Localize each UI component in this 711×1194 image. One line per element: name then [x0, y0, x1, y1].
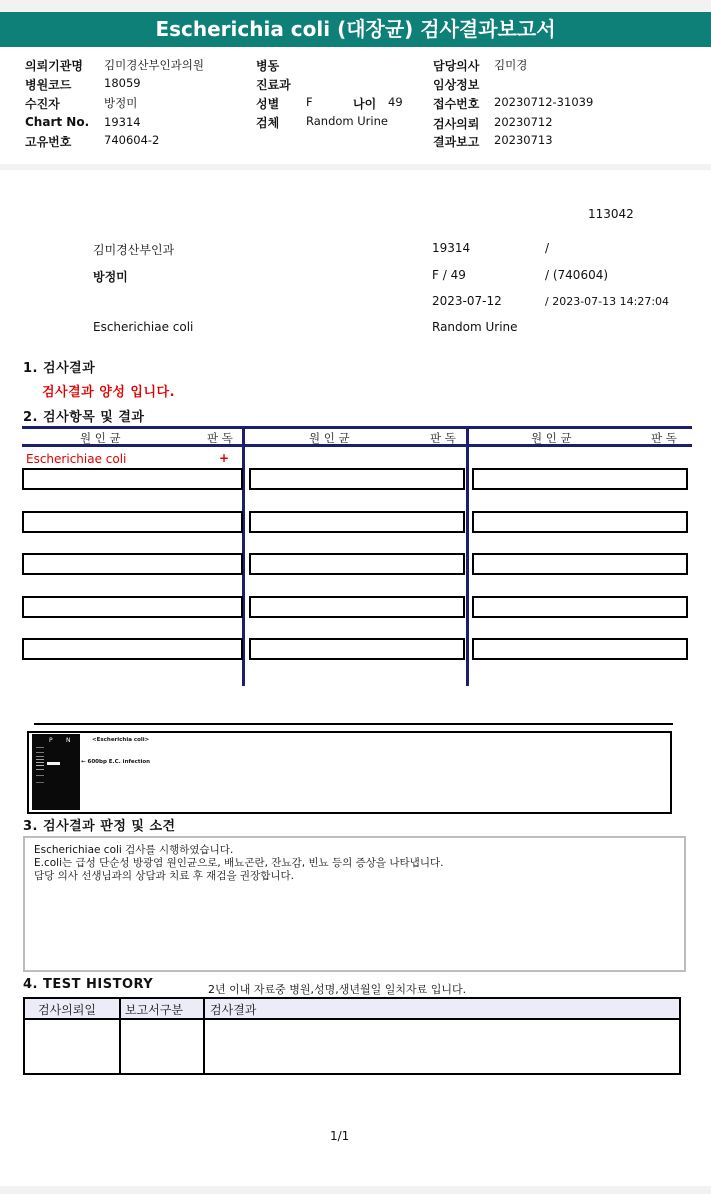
- label-accession-number: 접수번호: [433, 97, 480, 111]
- value-age: 49: [388, 95, 403, 109]
- col-organism-header-3: 원 인 균: [531, 431, 572, 445]
- grid-top-rule: [22, 426, 692, 429]
- sheet-test-name: Escherichiae coli: [93, 320, 194, 334]
- sheet-code: 113042: [588, 207, 634, 221]
- result-box: [472, 596, 688, 618]
- col-organism-header-2: 원 인 균: [309, 431, 350, 445]
- result-box: [472, 511, 688, 533]
- positive-result-text: 검사결과 양성 입니다.: [42, 385, 176, 400]
- result-box: [472, 638, 688, 660]
- finding-line: 담당 의사 선생님과의 상담과 치료 후 재검을 권장합니다.: [34, 870, 294, 882]
- label-request-date: 검사의뢰: [433, 117, 480, 131]
- grid-header-rule: [22, 444, 692, 447]
- sheet-hospital: 김미경산부인과: [93, 243, 175, 257]
- gel-electrophoresis-image: [32, 734, 80, 810]
- history-note: 2년 이내 자료중 병원,성명,생년월일 일치자료 입니다.: [208, 983, 467, 996]
- result-box: [22, 553, 243, 575]
- sheet-patient: 방정미: [93, 270, 128, 284]
- gel-lane-p: P: [49, 737, 53, 744]
- label-clinical-info: 임상정보: [433, 78, 480, 92]
- findings-box: [23, 836, 686, 972]
- label-department: 진료과: [256, 78, 291, 92]
- sheet-chart: 19314: [432, 241, 471, 255]
- col-judgement-header-3: 판 독: [651, 431, 677, 445]
- result-box: [472, 468, 688, 490]
- label-ward: 병동: [256, 59, 280, 73]
- header-info: [0, 47, 711, 164]
- result-box: [22, 468, 243, 490]
- value-accession-number: 20230712-31039: [494, 95, 594, 109]
- result-box: [249, 638, 465, 660]
- label-unique-id: 고유번호: [25, 135, 72, 149]
- section-3-title: 3. 검사결과 판정 및 소견: [23, 819, 176, 834]
- sheet-birth: / (740604): [545, 268, 609, 282]
- finding-line: E.coli는 급성 단순성 방광염 원인균으로, 배뇨곤란, 잔뇨감, 빈뇨 등의 증상을 나타냅니다.: [34, 857, 444, 869]
- result-box: [22, 511, 243, 533]
- result-box: [22, 596, 243, 618]
- result-box: [249, 468, 465, 490]
- value-chart-no: 19314: [104, 115, 141, 129]
- result-box: [249, 511, 465, 533]
- finding-line: Escherichiae coli 검사를 시행하였습니다.: [34, 844, 234, 856]
- col-organism-header-1: 원 인 균: [80, 431, 121, 445]
- sheet-slash: /: [545, 241, 550, 255]
- value-specimen: Random Urine: [306, 114, 388, 128]
- sheet-specimen: Random Urine: [432, 320, 518, 334]
- value-request-date: 20230712: [494, 115, 553, 129]
- gel-lane-n: N: [66, 737, 71, 744]
- label-sex: 성별: [256, 97, 280, 111]
- value-doctor: 김미경: [494, 58, 528, 72]
- result-box: [22, 638, 243, 660]
- result-box: [249, 553, 465, 575]
- value-patient: 방정미: [104, 96, 138, 110]
- organism-entry: Escherichiae coli: [26, 452, 127, 466]
- label-age: 나이: [353, 97, 377, 111]
- label-chart-no: Chart No.: [25, 115, 90, 129]
- section-2-title: 2. 검사항목 및 결과: [23, 410, 145, 425]
- gel-band-600bp: [47, 762, 60, 765]
- label-report-date: 결과보고: [433, 135, 480, 149]
- history-header-row: [25, 999, 679, 1018]
- result-box: [472, 553, 688, 575]
- section-1-title: 1. 검사결과: [23, 361, 96, 376]
- grid-divider-2: [466, 426, 469, 686]
- history-col-result: 검사결과: [210, 1003, 257, 1017]
- value-report-date: 20230713: [494, 133, 553, 147]
- value-requesting-institution: 김미경산부인과의원: [104, 58, 204, 72]
- col-judgement-header-1: 판 독: [207, 431, 233, 445]
- value-unique-id: 740604-2: [104, 133, 160, 147]
- judgement-positive: +: [219, 451, 230, 465]
- section-4-title: 4. TEST HISTORY: [23, 977, 154, 992]
- gel-top-rule: [34, 723, 673, 725]
- sheet-sex-age: F / 49: [432, 268, 466, 282]
- page-number: 1/1: [330, 1129, 350, 1143]
- label-specimen: 검체: [256, 116, 280, 130]
- label-requesting-institution: 의뢰기관명: [25, 59, 83, 73]
- history-col-report-type: 보고서구분: [125, 1003, 183, 1017]
- gel-image-frame: [27, 731, 672, 814]
- label-doctor: 담당의사: [433, 59, 480, 73]
- gel-band-label: ← 600bp E.C. infection: [81, 759, 151, 765]
- gel-caption: <Escherichia coli>: [92, 737, 150, 743]
- value-hospital-code: 18059: [104, 76, 141, 90]
- history-col-request-date: 검사의뢰일: [38, 1003, 96, 1017]
- value-sex: F: [306, 95, 313, 109]
- sheet-request-date: 2023-07-12: [432, 294, 502, 308]
- report-title: Escherichia coli (대장균) 검사결과보고서: [0, 12, 711, 47]
- test-history-table: [23, 997, 681, 1075]
- label-hospital-code: 병원코드: [25, 78, 72, 92]
- col-judgement-header-2: 판 독: [430, 431, 456, 445]
- label-patient: 수진자: [25, 97, 60, 111]
- sheet-report-datetime: / 2023-07-13 14:27:04: [545, 295, 670, 308]
- result-box: [249, 596, 465, 618]
